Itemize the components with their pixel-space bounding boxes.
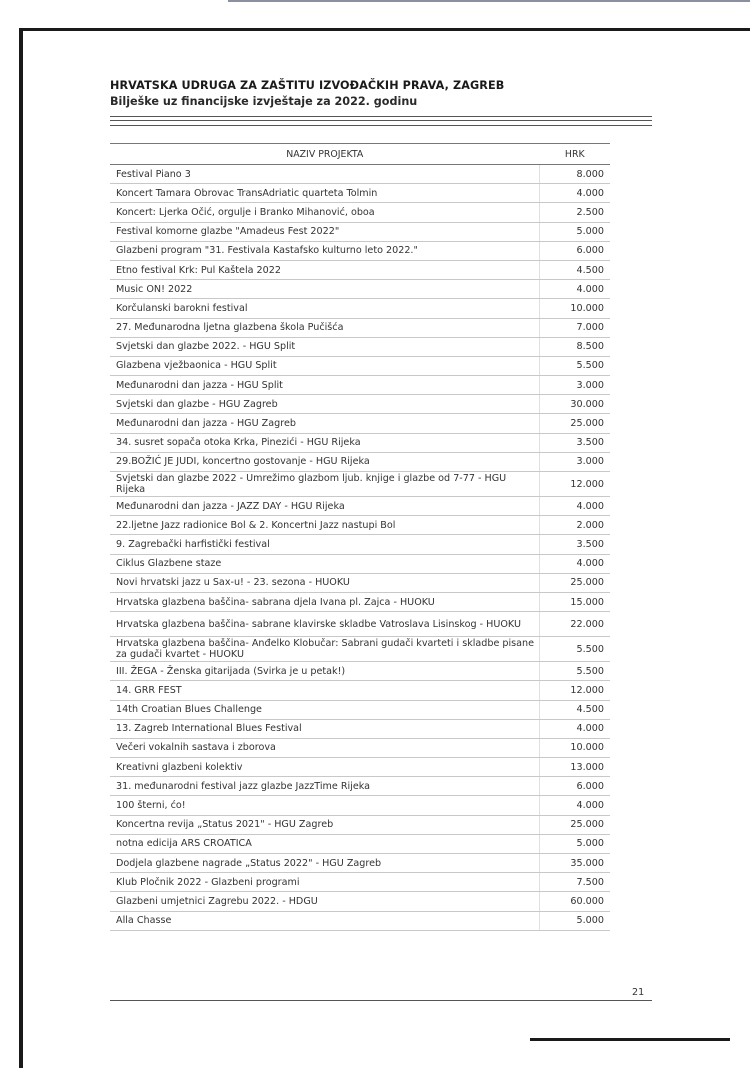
project-name: Glazbeni umjetnici Zagrebu 2022. - HDGU (110, 892, 540, 911)
table-row (110, 222, 610, 241)
project-amount: 4.500 (540, 700, 611, 719)
table-row (110, 472, 610, 497)
project-amount: 4.000 (540, 184, 611, 203)
table-row (110, 356, 610, 375)
project-name: Koncert Tamara Obrovac TransAdriatic quarteta Tolmin (110, 184, 540, 203)
table-row (110, 535, 610, 554)
table-row (110, 834, 610, 853)
project-name: 14. GRR FEST (110, 681, 540, 700)
project-amount: 5.000 (540, 834, 611, 853)
project-name: Alla Chasse (110, 911, 540, 930)
project-amount: 4.000 (540, 719, 611, 738)
projects-table (110, 143, 610, 931)
project-amount: 13.000 (540, 758, 611, 777)
table-row (110, 165, 610, 184)
table-row (110, 815, 610, 834)
project-amount: 7.000 (540, 318, 611, 337)
project-amount: 3.000 (540, 452, 611, 471)
project-amount: 12.000 (540, 472, 611, 497)
project-name: 34. susret sopača otoka Krka, Pinezići - HGU Rijeka (110, 433, 540, 452)
project-amount: 3.000 (540, 376, 611, 395)
project-name: Svjetski dan glazbe 2022. - HGU Split (110, 337, 540, 356)
project-amount: 3.500 (540, 433, 611, 452)
project-name: Music ON! 2022 (110, 280, 540, 299)
table-row (110, 337, 610, 356)
project-amount: 35.000 (540, 854, 611, 873)
table-row (110, 452, 610, 471)
project-name: Kreativni glazbeni kolektiv (110, 758, 540, 777)
project-name: 13. Zagreb International Blues Festival (110, 719, 540, 738)
table-row (110, 592, 610, 611)
document-subtitle: Bilješke uz financijske izvještaje za 2022. godinu (110, 95, 418, 108)
table-row (110, 376, 610, 395)
table-row (110, 873, 610, 892)
project-name: 100 šterni, ćo! (110, 796, 540, 815)
project-amount: 4.000 (540, 497, 611, 516)
project-name: Svjetski dan glazbe 2022 - Umrežimo glazbom ljub. knjige i glazbe od 7-77 - HGU Rijeka (110, 472, 540, 497)
project-name: Koncert: Ljerka Očić, orgulje i Branko Mihanović, oboa (110, 203, 540, 222)
table-row (110, 777, 610, 796)
table-row (110, 681, 610, 700)
scan-edge-line (228, 0, 750, 2)
table-row (110, 241, 610, 260)
project-name: 31. međunarodni festival jazz glazbe JazzTime Rijeka (110, 777, 540, 796)
project-amount: 22.000 (540, 612, 611, 637)
project-amount: 5.500 (540, 637, 611, 662)
project-amount: 8.000 (540, 165, 611, 184)
header-rule (110, 116, 652, 117)
scan-bottom-bar (530, 1038, 730, 1041)
table-body (110, 165, 610, 931)
project-amount: 2.500 (540, 203, 611, 222)
project-name: Korčulanski barokni festival (110, 299, 540, 318)
project-name: Hrvatska glazbena baščina- Anđelko Klobučar: Sabrani gudači kvarteti i skladbe pisane za gudači kvartet - HUOKU (110, 637, 540, 662)
project-name: 22.ljetne Jazz radionice Bol & 2. Koncertni Jazz nastupi Bol (110, 516, 540, 535)
project-amount: 5.000 (540, 911, 611, 930)
table-row (110, 318, 610, 337)
table-row (110, 516, 610, 535)
project-name: Klub Pločnik 2022 - Glazbeni programi (110, 873, 540, 892)
table-row (110, 414, 610, 433)
table-row (110, 203, 610, 222)
project-amount: 25.000 (540, 573, 611, 592)
project-name: Međunarodni dan jazza - HGU Split (110, 376, 540, 395)
header-rule (110, 120, 652, 121)
project-name: Glazbena vježbaonica - HGU Split (110, 356, 540, 375)
project-amount: 30.000 (540, 395, 611, 414)
document-header (110, 78, 670, 110)
table-row (110, 497, 610, 516)
project-amount: 4.000 (540, 796, 611, 815)
column-header-name: NAZIV PROJEKTA (110, 144, 540, 165)
project-name: Večeri vokalnih sastava i zborova (110, 738, 540, 757)
table-row (110, 433, 610, 452)
project-name: Hrvatska glazbena baščina- sabrane klavirske skladbe Vatroslava Lisinskog - HUOKU (110, 612, 540, 637)
table-row (110, 395, 610, 414)
project-amount: 10.000 (540, 738, 611, 757)
table-row (110, 573, 610, 592)
table-row (110, 184, 610, 203)
table-row (110, 738, 610, 757)
project-amount: 6.000 (540, 777, 611, 796)
page-number: 21 (632, 987, 645, 998)
table-row (110, 637, 610, 662)
table-row (110, 280, 610, 299)
footer-rule (110, 1000, 652, 1001)
table-row (110, 796, 610, 815)
table-row (110, 719, 610, 738)
project-amount: 5.500 (540, 356, 611, 375)
table-header-row (110, 144, 610, 165)
project-name: Festival komorne glazbe "Amadeus Fest 2022" (110, 222, 540, 241)
project-amount: 60.000 (540, 892, 611, 911)
project-name: Dodjela glazbene nagrade „Status 2022" - HGU Zagreb (110, 854, 540, 873)
project-name: Hrvatska glazbena baščina- sabrana djela Ivana pl. Zajca - HUOKU (110, 592, 540, 611)
project-amount: 5.000 (540, 222, 611, 241)
project-name: 27. Međunarodna ljetna glazbena škola Pučišća (110, 318, 540, 337)
organization-title: HRVATSKA UDRUGA ZA ZAŠTITU IZVOĐAČKIH PRAVA, ZAGREB (110, 79, 505, 92)
table-row (110, 612, 610, 637)
project-amount: 15.000 (540, 592, 611, 611)
project-name: Glazbeni program "31. Festivala Kastafsko kulturno leto 2022." (110, 241, 540, 260)
project-amount: 5.500 (540, 662, 611, 681)
table-row (110, 260, 610, 279)
project-amount: 4.000 (540, 554, 611, 573)
table-row (110, 758, 610, 777)
header-rule (110, 125, 652, 126)
scan-border-left (19, 28, 23, 1068)
project-name: 29.BOŽIĆ JE JUDI, koncertno gostovanje - HGU Rijeka (110, 452, 540, 471)
table-row (110, 892, 610, 911)
project-amount: 25.000 (540, 815, 611, 834)
project-name: Međunarodni dan jazza - JAZZ DAY - HGU Rijeka (110, 497, 540, 516)
project-name: Svjetski dan glazbe - HGU Zagreb (110, 395, 540, 414)
project-amount: 2.000 (540, 516, 611, 535)
project-name: III. ŽEGA - Ženska gitarijada (Svirka je u petak!) (110, 662, 540, 681)
project-amount: 4.500 (540, 260, 611, 279)
project-amount: 12.000 (540, 681, 611, 700)
project-name: 14th Croatian Blues Challenge (110, 700, 540, 719)
project-name: Koncertna revija „Status 2021" - HGU Zagreb (110, 815, 540, 834)
project-amount: 7.500 (540, 873, 611, 892)
project-name: notna edicija ARS CROATICA (110, 834, 540, 853)
project-name: 9. Zagrebački harfistički festival (110, 535, 540, 554)
project-amount: 4.000 (540, 280, 611, 299)
scan-border-top (19, 28, 750, 31)
project-amount: 8.500 (540, 337, 611, 356)
column-header-amount: HRK (540, 144, 611, 165)
table-row (110, 911, 610, 930)
project-name: Etno festival Krk: Pul Kaštela 2022 (110, 260, 540, 279)
table-row (110, 854, 610, 873)
project-amount: 25.000 (540, 414, 611, 433)
table-row (110, 662, 610, 681)
table-row (110, 299, 610, 318)
project-name: Međunarodni dan jazza - HGU Zagreb (110, 414, 540, 433)
project-amount: 3.500 (540, 535, 611, 554)
project-amount: 6.000 (540, 241, 611, 260)
project-name: Festival Piano 3 (110, 165, 540, 184)
table-row (110, 554, 610, 573)
project-amount: 10.000 (540, 299, 611, 318)
project-name: Ciklus Glazbene staze (110, 554, 540, 573)
table-row (110, 700, 610, 719)
project-name: Novi hrvatski jazz u Sax-u! - 23. sezona - HUOKU (110, 573, 540, 592)
